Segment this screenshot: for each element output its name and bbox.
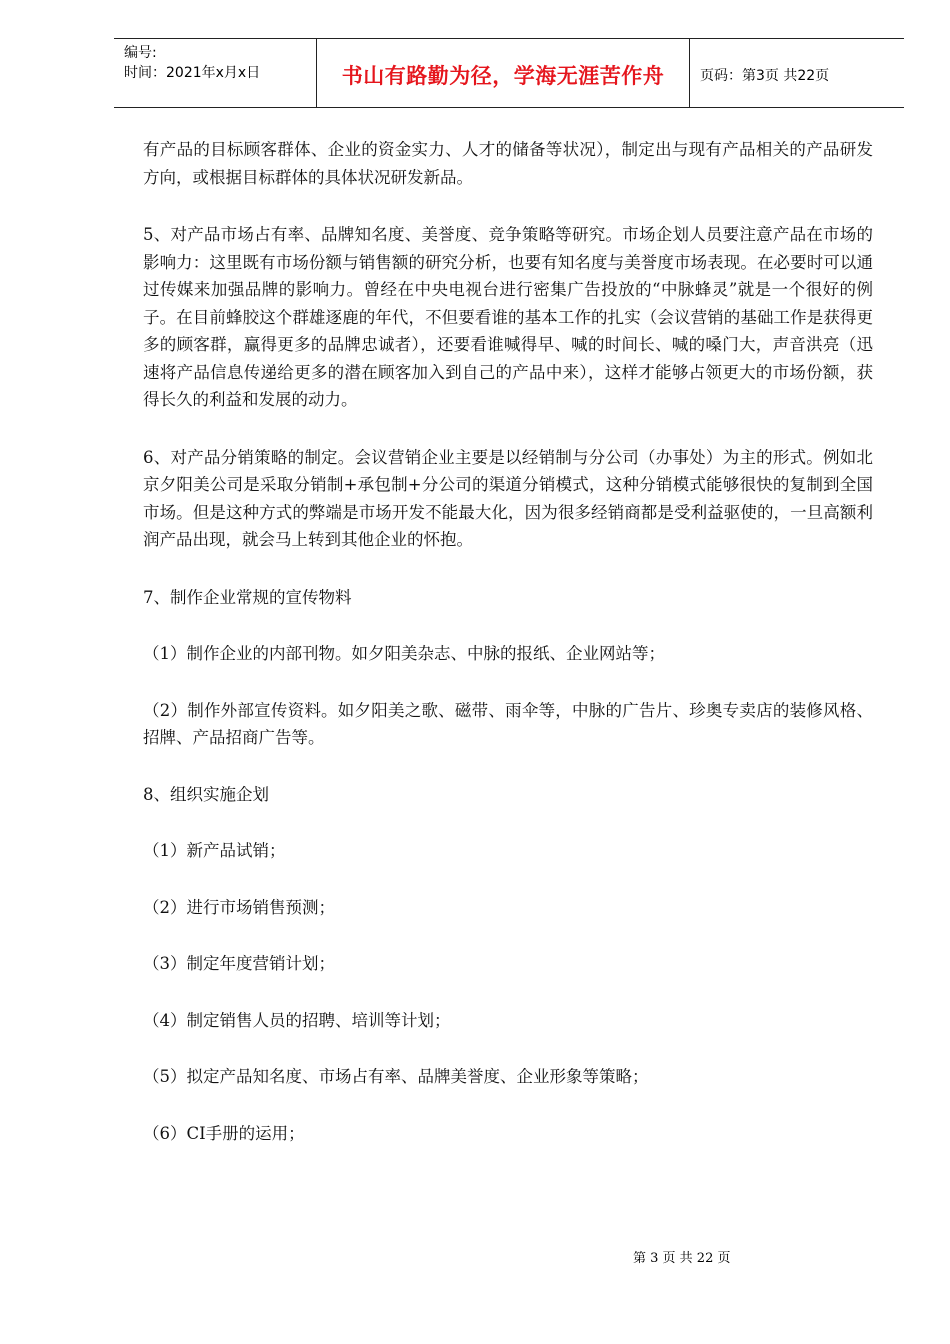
document-time: 时间：2021年x月x日 <box>124 65 261 81</box>
section-heading: 8、组织实施企划 <box>143 784 269 804</box>
header-meta <box>114 39 316 107</box>
footer-page-number: 第 3 页 共 22 页 <box>633 1251 731 1266</box>
header-motto-cell <box>316 39 690 107</box>
list-item: （2）制作外部宣传资料。如夕阳美之歌、磁带、雨伞等，中脉的广告片、珍奥专卖店的装修风格、招牌、产品招商广告等。 <box>143 700 873 747</box>
header-page-code: 页码：第3页 共22页 <box>700 68 830 84</box>
section-heading: 7、制作企业常规的宣传物料 <box>143 587 352 607</box>
paragraph: 6、对产品分销策略的制定。会议营销企业主要是以经销制与分公司（办事处）为主的形式。例如北京夕阳美公司是采取分销制+承包制+分公司的渠道分销模式，这种分销模式能够很快的复制到全国市场。但是这种方式的弊端是市场开发不能最大化，因为很多经销商都是受利益驱使的，一旦高额利润产品出现，就会马上转到其他企业的怀抱。 <box>143 447 873 549</box>
header-page-code-cell <box>690 39 904 107</box>
paragraph: 5、对产品市场占有率、品牌知名度、美誉度、竞争策略等研究。市场企划人员要注意产品在市场的影响力：这里既有市场份额与销售额的研究分析，也要有知名度与美誉度市场表现。在必要时可以通过传媒来加强品牌的影响力。曾经在中央电视台进行密集广告投放的“中脉蜂灵”就是一个很好的例子。在目前蜂胶这个群雄逐鹿的年代，不但要看谁的基本工作的扎实（会议营销的基础工作是获得更多的顾客群，赢得更多的品牌忠诚者），还要看谁喊得早、喊的时间长、喊的嗓门大，声音洪亮（迅速将产品信息传递给更多的潜在顾客加入到自己的产品中来），这样才能够占领更大的市场份额，获得长久的利益和发展的动力。 <box>143 225 873 409</box>
list-item: （2）进行市场销售预测； <box>143 897 335 917</box>
list-item: （3）制定年度营销计划； <box>143 954 335 973</box>
page-footer <box>0 1247 950 1266</box>
list-item: （4）制定销售人员的招聘、培训等计划； <box>143 1010 451 1030</box>
paragraph: 有产品的目标顾客群体、企业的资金实力、人才的储备等状况），制定出与现有产品相关的产品研发方向，或根据目标群体的具体状况研发新品。 <box>143 140 873 187</box>
list-item: （1）制作企业的内部刊物。如夕阳美杂志、中脉的报纸、企业网站等； <box>143 644 665 663</box>
list-item: （5）拟定产品知名度、市场占有率、品牌美誉度、企业形象等策略； <box>143 1067 649 1086</box>
page-header <box>114 38 904 108</box>
header-motto: 书山有路勤为径，学海无涯苦作舟 <box>341 64 665 88</box>
list-item: （1）新产品试销； <box>143 841 286 860</box>
document-body <box>143 136 873 1176</box>
document-number-label: 编号: <box>124 45 157 61</box>
list-item: （6）CI手册的运用； <box>143 1123 305 1143</box>
